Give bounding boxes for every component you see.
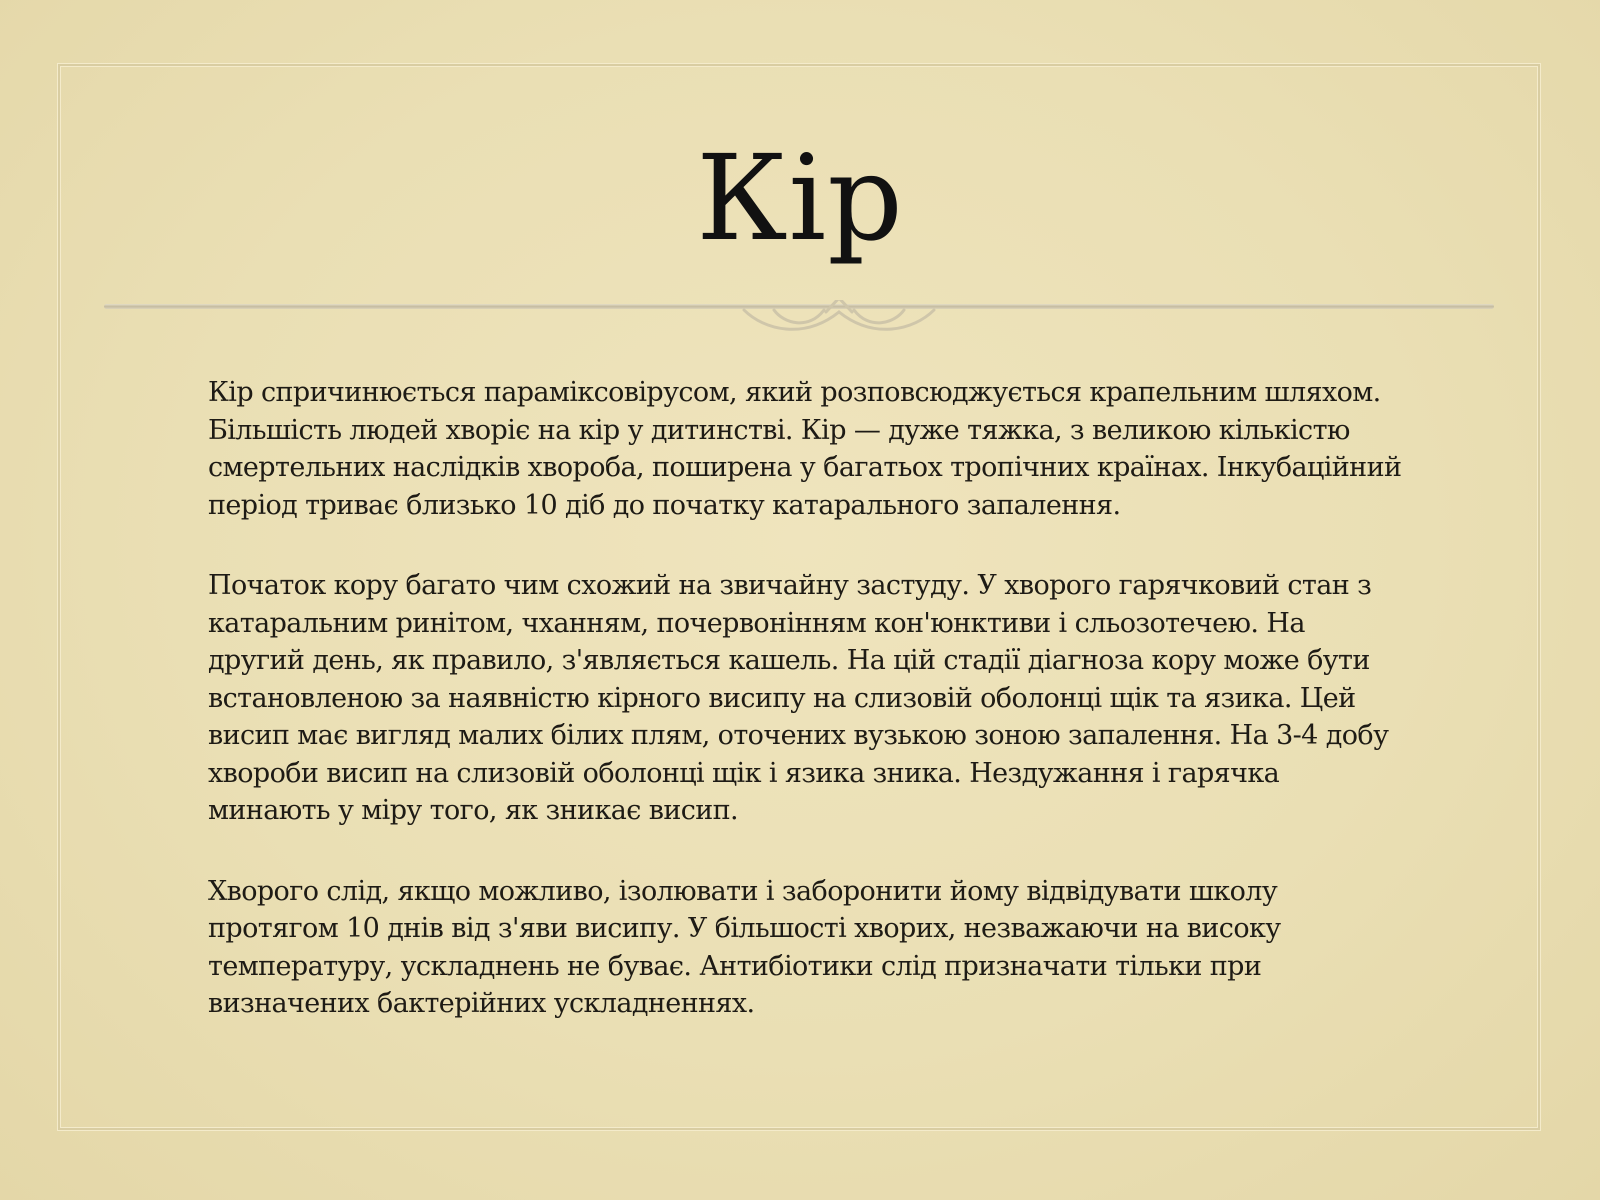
- paragraph-1: Кір спричинюється параміксовірусом, який розповсюджується крапельним шляхом. Більшість людей хворіє на кір у дитинстві. Кір — дуже тяжка, з великою кількістю смертельних наслідків хвороба, поширена у багатьох тропічних країнах. Інкубаційний період триває близько 10 діб до початку катарального запалення.: [208, 377, 1402, 521]
- paragraph-2: Початок кору багато чим схожий на звичайну застуду. У хворого гарячковий стан з катаральним ринітом, чханням, почервонінням кон'юнктиви і сльозотечею. На другий день, як правило, з'являється кашель. На цій стадії діагноза кору може бути встановленою за наявністю кірного висипу на слизовій оболонці щік та язика. Цей висип має вигляд малих білих плям, оточених вузькою зоною запалення. На 3-4 добу хвороби висип на слизовій оболонці щік і язика зника. Нездужання і гарячка минають у міру того, як зникає висип.: [208, 570, 1389, 826]
- paragraph-3: Хворого слід, якщо можливо, ізолювати і заборонити йому відвідувати школу протягом 10 днів від з'яви висипу. У більшості хворих, незважаючи на високу температуру, ускладнень не буває. Антибіотики слід призначати тільки при визначених бактерійних ускладненнях.: [208, 875, 1281, 1019]
- slide-body: [208, 374, 1408, 1066]
- ornamental-divider: [104, 300, 1494, 350]
- slide-title: Кір: [696, 129, 904, 267]
